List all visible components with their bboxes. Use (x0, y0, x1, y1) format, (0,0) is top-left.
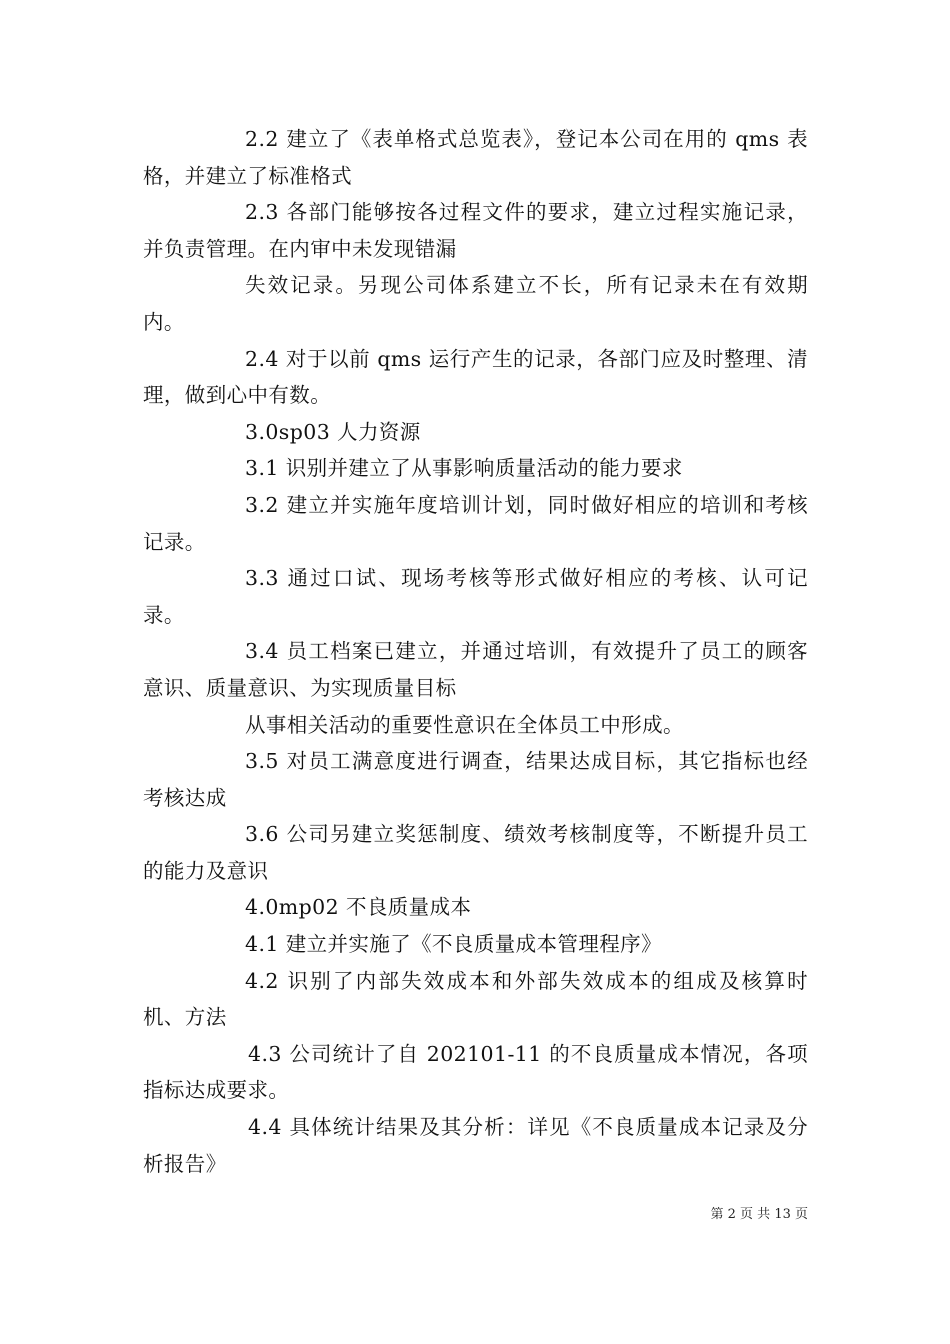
paragraph: 3.6 公司另建立奖惩制度、绩效考核制度等，不断提升员工的能力及意识 (143, 822, 808, 883)
paragraph: 3.1 识别并建立了从事影响质量活动的能力要求 (245, 456, 683, 481)
paragraph: 3.2 建立并实施年度培训计划，同时做好相应的培训和考核记录。 (143, 492, 808, 554)
paragraph: 2.2 建立了《表单格式总览表》，登记本公司在用的 qms 表格，并建立了标准格式 (143, 127, 808, 188)
section-heading: 3.0sp03 人力资源 (245, 419, 421, 444)
paragraph: 失效记录。另现公司体系建立不长，所有记录未在有效期内。 (143, 273, 808, 334)
page-number: 第 2 页 共 13 页 (710, 1207, 808, 1222)
paragraph: 3.3 通过口试、现场考核等形式做好相应的考核、认可记录。 (143, 566, 808, 627)
paragraph: 4.1 建立并实施了《不良质量成本管理程序》 (245, 932, 662, 957)
paragraph: 4.2 识别了内部失效成本和外部失效成本的组成及核算时机、方法 (143, 968, 808, 1030)
paragraph: 2.3 各部门能够按各过程文件的要求，建立过程实施记录，并负责管理。在内审中未发现错漏 (143, 200, 808, 261)
section-heading: 4.0mp02 不良质量成本 (245, 895, 472, 920)
paragraph: 3.4 员工档案已建立，并通过培训，有效提升了员工的顾客意识、质量意识、为实现质量目标 (143, 639, 808, 700)
paragraph: 2.4 对于以前 qms 运行产生的记录，各部门应及时整理、清理，做到心中有数。 (143, 346, 808, 408)
document-body (143, 121, 808, 1182)
paragraph: 4.3 公司统计了自 202101-11 的不良质量成本情况，各项指标达成要求。 (143, 1041, 808, 1103)
paragraph: 从事相关活动的重要性意识在全体员工中形成。 (245, 712, 684, 737)
paragraph: 3.5 对员工满意度进行调查，结果达成目标，其它指标也经考核达成 (143, 749, 808, 810)
paragraph: 4.4 具体统计结果及其分析：详见《不良质量成本记录及分析报告》 (143, 1115, 808, 1176)
